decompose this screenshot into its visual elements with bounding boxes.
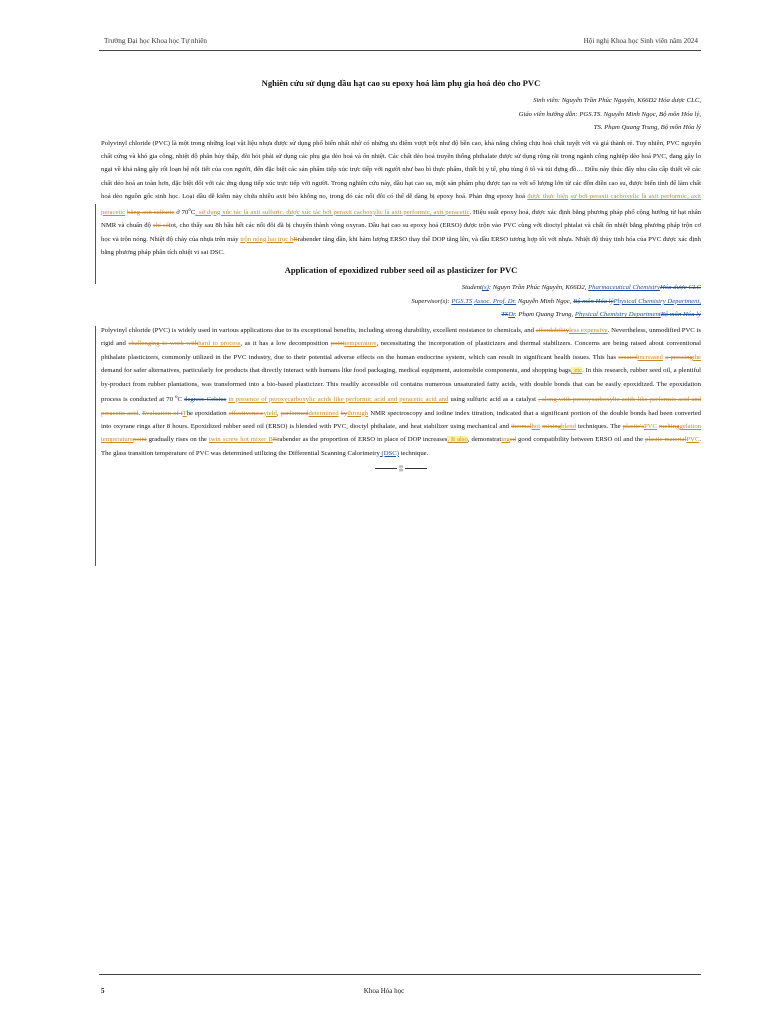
section-end-mark — [101, 466, 701, 472]
ornament-icon: ▒ — [398, 466, 404, 473]
change-bar — [95, 326, 96, 566]
tracked-insertion: được thực hiện — [527, 193, 569, 201]
vi-abstract: Polyvinyl chloride (PVC) là một trong những loại vật liệu nhựa được sử dụng phổ biến nhất nhờ có những ưu điểm vượt trội như độ bền cao, khả năng chống chịu hoá chất tuyệt vời và giá thành rẻ. Tuy nhiên, PVC nguyên chất cứng và khó gia công, nhiệt độ phân hủy thấp, đòi hỏi phải sử dụng các phụ gia dẻo hoá và ổn nhiệt. Các chất dẻo hoá truyền thống phthalate được sử dụng rộng rãi trong ngành công nghiệp dẻo hoá PVC, đang gây lo ngại về khả năng gây rối loạn hệ nội tiết của con người, đến đặc biệt các sản phẩm tiếp xúc trực tiếp với người như bao bì thực phẩm, thiết bị y tế, phụ tùng ô tô và túi đựng đồ… Điều này thúc đẩy nhu cầu cấp thiết về các chất dẻo hoá an toàn hơn, đặc biệt đối với các ứng dụng tiếp xúc trực tiếp với người. Trong nghiên cứu này, dầu hạt cao su, một sản phẩm phụ được tạo ra với số lượng lớn từ các đồn điền cao su, được biến tính để làm chất hoá dẻo nguồn gốc sinh học. Loại dầu dễ kiếm này chứa nhiều axit béo không no, trong đó các nối đôi có thể dễ dàng bị epoxy hoá. Phản ứng epoxy hoá được thực hiện sử bởi peraxit cacboxylic là axit performic, axit peracetic bằng axit sulfuric ở 70$^o$C, sử dụng xúc tác là axit sulfuric. được xúc tác bởi peraxit cacboxylic là axit performic, axit peracetic. Hiệu suất epoxy hoá, được xác định bằng phương pháp phổ cộng hưởng từ hạt nhân NMR và chuẩn độ chỉ sốiot, cho thấy sau 8h hầu hết các nối đôi đã bị chuyển thành vòng oxyran. Dầu hạt cao su epoxy hoá (ERSO) được trộn vào PVC cùng với dioctyl phtalat và chất ổn nhiệt bằng phương pháp trộn cơ học và trộn nóng. Nhiệt độ chảy của nhựa trên máy trộn nóng hai trục bBrabender tăng dần, khi hàm lượng ERSO thay thế DOP tăng lên, và dầu ERSO tương hợp tốt với nhựa. Nhiệt độ thủy tinh hóa của PVC được xác định bằng phương pháp phân tích nhiệt vi sai DSC. — [101, 139, 702, 256]
vi-student: Sinh viên: Nguyễn Trần Phúc Nguyên, K66D2 Hóa dược CLC, — [533, 97, 701, 104]
header-rule — [99, 50, 701, 51]
en-supervisor-2: TSDr. Phạm Quang Trung, Physical Chemistry DepartmentBộ môn Hóa lý — [501, 311, 701, 319]
document-body — [101, 78, 701, 472]
en-abstract: Polyvinyl chloride (PVC) is widely used in various applications due to its exceptional benefits, including strong durability, excellent resistance to chemicals, and affordabilityless expensive. Nevertheless, unmodified PVC is rigid and challenging to work withhard to process, as it has a low decomposition pointtemperature, necessitating the incorporation of plasticizers and thermal stabilizers. Concerns are being raised about conventional phthalate plasticizers, commonly utilized in the PVC industry, due to their potential adverse effects on the human endocrine system, which can result in significant health issues. This has createdincreased a pressingthe demand for safer alternatives, particularly for products that directly interact with humans like food packaging, medical equipment, automobile components, and shopping bags, etc. In this research, rubber seed oil, a plentiful by-product from rubber plantations, was transformed into a bio-based plasticizer. This readily accessible oil contains numerous unsaturated fatty acids, with double bonds that can be easily epoxidized. The epoxidation process is conducted at 70 $^o$C degrees Celsius in presence of peroxycarboxylic acids like performic acid and peracetic acid and using sulfuric acid as a catalyst , along with peroxycarboxylic acids like performic acid and peracetic acid. Evaluation of tThe epoxidation effectivenessyield, performeddetermined bythrough NMR spectroscopy and iodine index titration, indicated that a significant portion of the double bonds had been converted into oxyrane rings after 8 hours. Epoxidized rubber seed oil (ERSO) is blended with PVC, dioctyl phthalate, and heat stabilizer using mechanical and thermalhot mixingblend techniques. The plastic'sPVC meltinggelation temperaturepoint gradually rises on the twin screw hot mixer BBrabender as the proportion of ERSO in place of DOP increases. It also, demonstratinged good compatibility between ERSO oil and the plastic materialPVC. The glass transition temperature of PVC was determined utilizing the Differential Scanning Calorimetry (DSC) technique. — [101, 326, 702, 457]
change-bar — [95, 204, 96, 284]
tracked-deletion: chỉ số — [152, 222, 169, 230]
tracked-insertion: , sử dụng xúc tác là axit sulfuric. được xúc tác bởi peraxit cacboxylic là axit performic, axit peracetic — [195, 208, 470, 216]
en-student: Student(s): Nguyn Trần Phúc Nguyên, K66D2, Pharmaceutical ChemistryHóa dược CLC — [461, 284, 701, 292]
vi-supervisor: Giáo viên hướng dẫn: PGS.TS. Nguyễn Minh Ngọc, Bộ môn Hóa lý, — [518, 110, 701, 118]
page-number: 5 — [101, 987, 105, 995]
footer-department: Khoa Hóa học — [363, 987, 405, 995]
tracked-insertion: sử bởi peraxit cacboxylic là axit performic, axit peracetic — [101, 193, 701, 216]
header-conference: Hội nghị Khoa học Sinh viên năm 2024 — [583, 37, 698, 45]
header-university: Trường Đại học Khoa học Tự nhiên — [104, 37, 208, 45]
en-supervisor: Supervisor(s): PGS.TS Assoc. Prof. Dr. Nguyễn Minh Ngọc, Bộ môn Hóa lýPhysical Chemistry Department, — [411, 297, 701, 305]
tracked-deletion: B — [293, 235, 298, 243]
tracked-insertion: trộn nóng hai trục b — [240, 235, 294, 243]
en-title: Application of epoxidized rubber seed oil as plasticizer for PVC — [284, 265, 518, 276]
vi-title: Nghiên cứu sử dụng dầu hạt cao su epoxy hoá làm phụ gia hoá dẻo cho PVC — [261, 78, 541, 88]
footer-rule — [99, 974, 701, 975]
vi-supervisor-2: TS. Phạm Quang Trung, Bộ môn Hóa lý — [593, 124, 701, 131]
tracked-deletion: bằng axit sulfuric — [127, 208, 175, 216]
